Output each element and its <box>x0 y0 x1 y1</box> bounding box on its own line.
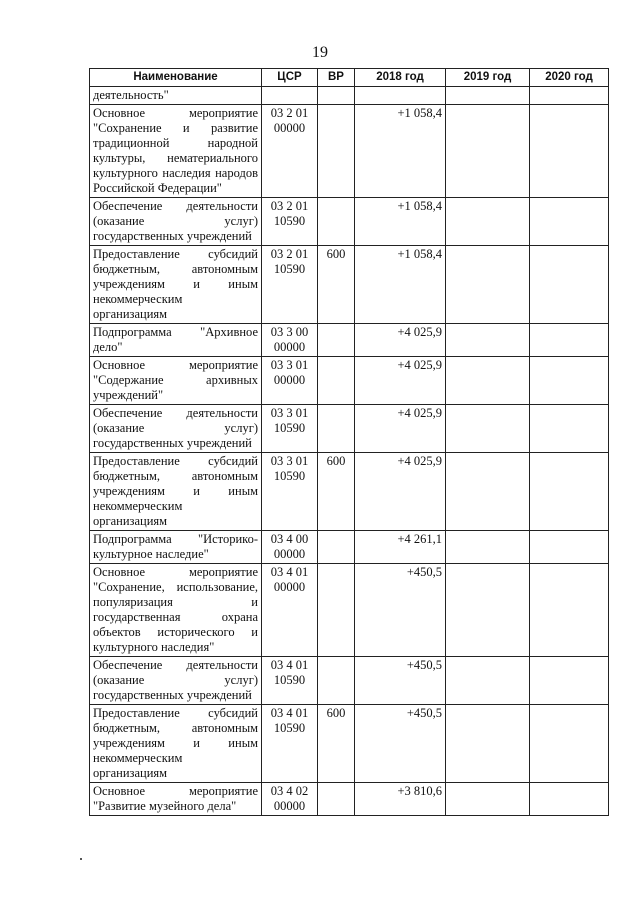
row-2020 <box>530 198 609 246</box>
row-csr: 03 4 01 10590 <box>262 705 318 783</box>
header-2020: 2020 год <box>530 69 609 87</box>
row-2019 <box>446 657 530 705</box>
table-row <box>90 453 609 531</box>
row-2020 <box>530 105 609 198</box>
row-name: Подпрограмма "Архивное дело" <box>90 324 262 357</box>
row-csr: 03 2 01 10590 <box>262 198 318 246</box>
row-2020 <box>530 87 609 105</box>
row-name: Основное мероприятие "Сохранение, использование, популяризация и государственная охрана объектов исторического и культурного наследия" <box>90 564 262 657</box>
row-vr: 600 <box>318 705 355 783</box>
row-csr: 03 3 00 00000 <box>262 324 318 357</box>
row-2019 <box>446 105 530 198</box>
row-csr: 03 4 01 00000 <box>262 564 318 657</box>
row-name: Основное мероприятие "Сохранение и развитие традиционной народной культуры, нематериального культурного наследия народов Российской Федерации" <box>90 105 262 198</box>
table-header-row <box>90 69 609 87</box>
row-2019 <box>446 198 530 246</box>
row-vr <box>318 324 355 357</box>
row-vr <box>318 405 355 453</box>
row-vr <box>318 657 355 705</box>
row-csr: 03 4 02 00000 <box>262 783 318 816</box>
row-2019 <box>446 531 530 564</box>
row-2019 <box>446 246 530 324</box>
row-vr <box>318 357 355 405</box>
table-row <box>90 783 609 816</box>
row-name: Основное мероприятие "Содержание архивных учреждений" <box>90 357 262 405</box>
header-csr: ЦСР <box>262 69 318 87</box>
row-2018: +1 058,4 <box>355 198 446 246</box>
row-vr: 600 <box>318 246 355 324</box>
row-name: Обеспечение деятельности (оказание услуг) государственных учреждений <box>90 198 262 246</box>
row-2018 <box>355 87 446 105</box>
row-name: Основное мероприятие "Развитие музейного дела" <box>90 783 262 816</box>
row-vr <box>318 87 355 105</box>
row-csr <box>262 87 318 105</box>
row-csr: 03 3 01 00000 <box>262 357 318 405</box>
row-vr <box>318 564 355 657</box>
row-vr <box>318 531 355 564</box>
row-2020 <box>530 246 609 324</box>
header-name: Наименование <box>90 69 262 87</box>
row-2019 <box>446 87 530 105</box>
row-csr: 03 2 01 00000 <box>262 105 318 198</box>
row-2019 <box>446 705 530 783</box>
row-name: Подпрограмма "Историко-культурное наследие" <box>90 531 262 564</box>
row-2018: +1 058,4 <box>355 105 446 198</box>
row-csr: 03 3 01 10590 <box>262 405 318 453</box>
row-2020 <box>530 564 609 657</box>
table-row <box>90 405 609 453</box>
row-2018: +4 025,9 <box>355 324 446 357</box>
row-name: Обеспечение деятельности (оказание услуг) государственных учреждений <box>90 657 262 705</box>
row-2018: +450,5 <box>355 705 446 783</box>
row-2020 <box>530 357 609 405</box>
row-2019 <box>446 357 530 405</box>
table-row <box>90 87 609 105</box>
row-2018: +4 261,1 <box>355 531 446 564</box>
row-2020 <box>530 453 609 531</box>
table-row <box>90 324 609 357</box>
row-2018: +4 025,9 <box>355 405 446 453</box>
row-vr <box>318 198 355 246</box>
row-name: Предоставление субсидий бюджетным, автономным учреждениям и иным некоммерческим организациям <box>90 705 262 783</box>
header-vr: ВР <box>318 69 355 87</box>
row-2019 <box>446 783 530 816</box>
row-2020 <box>530 531 609 564</box>
row-2019 <box>446 564 530 657</box>
row-name: деятельность" <box>90 87 262 105</box>
row-2019 <box>446 405 530 453</box>
table-row <box>90 657 609 705</box>
row-2020 <box>530 324 609 357</box>
row-2020 <box>530 405 609 453</box>
row-vr: 600 <box>318 453 355 531</box>
row-vr <box>318 783 355 816</box>
row-vr <box>318 105 355 198</box>
header-2019: 2019 год <box>446 69 530 87</box>
row-name: Предоставление субсидий бюджетным, автономным учреждениям и иным некоммерческим организациям <box>90 453 262 531</box>
row-2018: +3 810,6 <box>355 783 446 816</box>
row-2020 <box>530 783 609 816</box>
row-name: Обеспечение деятельности (оказание услуг) государственных учреждений <box>90 405 262 453</box>
table-row <box>90 246 609 324</box>
scan-artifact <box>80 858 82 860</box>
table-row <box>90 357 609 405</box>
row-2018: +1 058,4 <box>355 246 446 324</box>
row-2020 <box>530 657 609 705</box>
row-2020 <box>530 705 609 783</box>
row-2018: +4 025,9 <box>355 453 446 531</box>
budget-table <box>89 68 609 816</box>
header-2018: 2018 год <box>355 69 446 87</box>
row-name: Предоставление субсидий бюджетным, автономным учреждениям и иным некоммерческим организациям <box>90 246 262 324</box>
table-row <box>90 531 609 564</box>
row-csr: 03 3 01 10590 <box>262 453 318 531</box>
row-csr: 03 2 01 10590 <box>262 246 318 324</box>
page-number: 19 <box>312 44 328 61</box>
table-row <box>90 105 609 198</box>
row-2018: +450,5 <box>355 657 446 705</box>
row-2019 <box>446 453 530 531</box>
row-2018: +4 025,9 <box>355 357 446 405</box>
row-2019 <box>446 324 530 357</box>
table-row <box>90 198 609 246</box>
table-row <box>90 705 609 783</box>
table-row <box>90 564 609 657</box>
row-csr: 03 4 01 10590 <box>262 657 318 705</box>
row-2018: +450,5 <box>355 564 446 657</box>
row-csr: 03 4 00 00000 <box>262 531 318 564</box>
